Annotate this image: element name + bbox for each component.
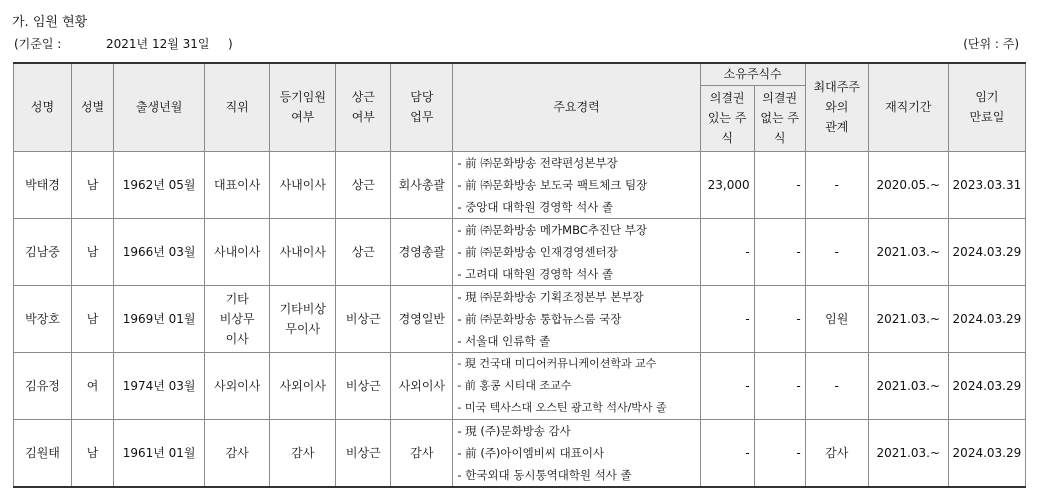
header-fulltime: 상근 여부 bbox=[336, 63, 391, 151]
cell-term: 2024.03.29 bbox=[948, 218, 1025, 285]
cell-gender: 남 bbox=[72, 419, 114, 487]
cell-term: 2024.03.29 bbox=[948, 352, 1025, 419]
table-header bbox=[14, 63, 1026, 151]
cell-nonvoting-shares: - bbox=[754, 285, 805, 352]
cell-voting-shares: - bbox=[700, 352, 754, 419]
cell-voting-shares: - bbox=[700, 419, 754, 487]
cell-relation: 감사 bbox=[805, 419, 868, 487]
cell-gender: 남 bbox=[72, 151, 114, 218]
cell-tenure: 2020.05.~ bbox=[868, 151, 948, 218]
cell-career: - 前 ㈜문화방송 전략편성본부장 - 前 ㈜문화방송 보도국 팩트체크 팀장 - 중앙대 대학원 경영학 석사 졸 bbox=[453, 151, 700, 218]
cell-tenure: 2021.03.~ bbox=[868, 352, 948, 419]
cell-registered: 사내이사 bbox=[270, 218, 336, 285]
header-shares: 소유주식수 bbox=[700, 63, 805, 85]
cell-fulltime: 비상근 bbox=[336, 285, 391, 352]
cell-term: 2024.03.29 bbox=[948, 285, 1025, 352]
header-career: 주요경력 bbox=[453, 63, 700, 151]
cell-nonvoting-shares: - bbox=[754, 151, 805, 218]
header-term: 임기 만료일 bbox=[948, 63, 1025, 151]
cell-registered: 기타비상 무이사 bbox=[270, 285, 336, 352]
basis-date-label: (기준일 : bbox=[14, 37, 62, 51]
table-row bbox=[14, 352, 1026, 419]
cell-career: - 現 (주)문화방송 감사 - 前 (주)아이엠비씨 대표이사 - 한국외대 동시통역대학원 석사 졸 bbox=[453, 419, 700, 487]
cell-gender: 남 bbox=[72, 218, 114, 285]
cell-name: 김남중 bbox=[14, 218, 72, 285]
cell-position: 사외이사 bbox=[205, 352, 270, 419]
cell-nonvoting-shares: - bbox=[754, 218, 805, 285]
cell-name: 박태경 bbox=[14, 151, 72, 218]
cell-duty: 경영일반 bbox=[391, 285, 453, 352]
header-position: 직위 bbox=[205, 63, 270, 151]
cell-relation: - bbox=[805, 218, 868, 285]
cell-gender: 여 bbox=[72, 352, 114, 419]
cell-tenure: 2021.03.~ bbox=[868, 419, 948, 487]
cell-duty: 회사총괄 bbox=[391, 151, 453, 218]
header-registered: 등기임원 여부 bbox=[270, 63, 336, 151]
table-body bbox=[14, 151, 1026, 487]
cell-term: 2023.03.31 bbox=[948, 151, 1025, 218]
header-duty: 담당 업무 bbox=[391, 63, 453, 151]
header-gender: 성별 bbox=[72, 63, 114, 151]
header-tenure: 재직기간 bbox=[868, 63, 948, 151]
header-nonvoting-shares: 의결권 없는 주 식 bbox=[754, 85, 805, 151]
cell-nonvoting-shares: - bbox=[754, 419, 805, 487]
basis-date-value: 2021년 12월 31일 bbox=[106, 37, 210, 51]
cell-career: - 現 ㈜문화방송 기획조정본부 본부장 - 前 ㈜문화방송 통합뉴스룸 국장 - 서울대 인류학 졸 bbox=[453, 285, 700, 352]
section-title: 가. 임원 현황 bbox=[12, 15, 88, 30]
cell-birth: 1962년 05월 bbox=[114, 151, 205, 218]
cell-name: 김유정 bbox=[14, 352, 72, 419]
cell-career: - 前 ㈜문화방송 메가MBC추진단 부장 - 前 ㈜문화방송 인재경영센터장 - 고려대 대학원 경영학 석사 졸 bbox=[453, 218, 700, 285]
table-row bbox=[14, 151, 1026, 218]
cell-duty: 감사 bbox=[391, 419, 453, 487]
cell-duty: 사외이사 bbox=[391, 352, 453, 419]
cell-fulltime: 상근 bbox=[336, 151, 391, 218]
cell-tenure: 2021.03.~ bbox=[868, 218, 948, 285]
header-relation: 최대주주 와의 관계 bbox=[805, 63, 868, 151]
executives-table bbox=[13, 62, 1026, 488]
cell-fulltime: 비상근 bbox=[336, 419, 391, 487]
cell-fulltime: 상근 bbox=[336, 218, 391, 285]
cell-duty: 경영총괄 bbox=[391, 218, 453, 285]
cell-registered: 사내이사 bbox=[270, 151, 336, 218]
cell-registered: 감사 bbox=[270, 419, 336, 487]
cell-voting-shares: - bbox=[700, 218, 754, 285]
cell-birth: 1961년 01월 bbox=[114, 419, 205, 487]
cell-term: 2024.03.29 bbox=[948, 419, 1025, 487]
cell-career: - 現 건국대 미디어커뮤니케이션학과 교수 - 前 홍콩 시티대 조교수 - 미국 텍사스대 오스틴 광고학 석사/박사 졸 bbox=[453, 352, 700, 419]
cell-position: 기타 비상무 이사 bbox=[205, 285, 270, 352]
cell-position: 감사 bbox=[205, 419, 270, 487]
cell-tenure: 2021.03.~ bbox=[868, 285, 948, 352]
header-name: 성명 bbox=[14, 63, 72, 151]
cell-gender: 남 bbox=[72, 285, 114, 352]
basis-date-line bbox=[14, 35, 233, 52]
unit-label: (단위 : 주) bbox=[963, 37, 1019, 51]
cell-nonvoting-shares: - bbox=[754, 352, 805, 419]
cell-position: 대표이사 bbox=[205, 151, 270, 218]
cell-position: 사내이사 bbox=[205, 218, 270, 285]
header-voting-shares: 의결권 있는 주 식 bbox=[700, 85, 754, 151]
cell-birth: 1969년 01월 bbox=[114, 285, 205, 352]
cell-relation: 임원 bbox=[805, 285, 868, 352]
cell-relation: - bbox=[805, 352, 868, 419]
cell-name: 박장호 bbox=[14, 285, 72, 352]
cell-fulltime: 비상근 bbox=[336, 352, 391, 419]
header-birth: 출생년월 bbox=[114, 63, 205, 151]
table-row bbox=[14, 419, 1026, 487]
cell-registered: 사외이사 bbox=[270, 352, 336, 419]
basis-date-close: ) bbox=[228, 37, 233, 51]
cell-name: 김원태 bbox=[14, 419, 72, 487]
cell-birth: 1966년 03월 bbox=[114, 218, 205, 285]
cell-voting-shares: - bbox=[700, 285, 754, 352]
cell-birth: 1974년 03월 bbox=[114, 352, 205, 419]
cell-voting-shares: 23,000 bbox=[700, 151, 754, 218]
table-row bbox=[14, 218, 1026, 285]
table-row bbox=[14, 285, 1026, 352]
cell-relation: - bbox=[805, 151, 868, 218]
